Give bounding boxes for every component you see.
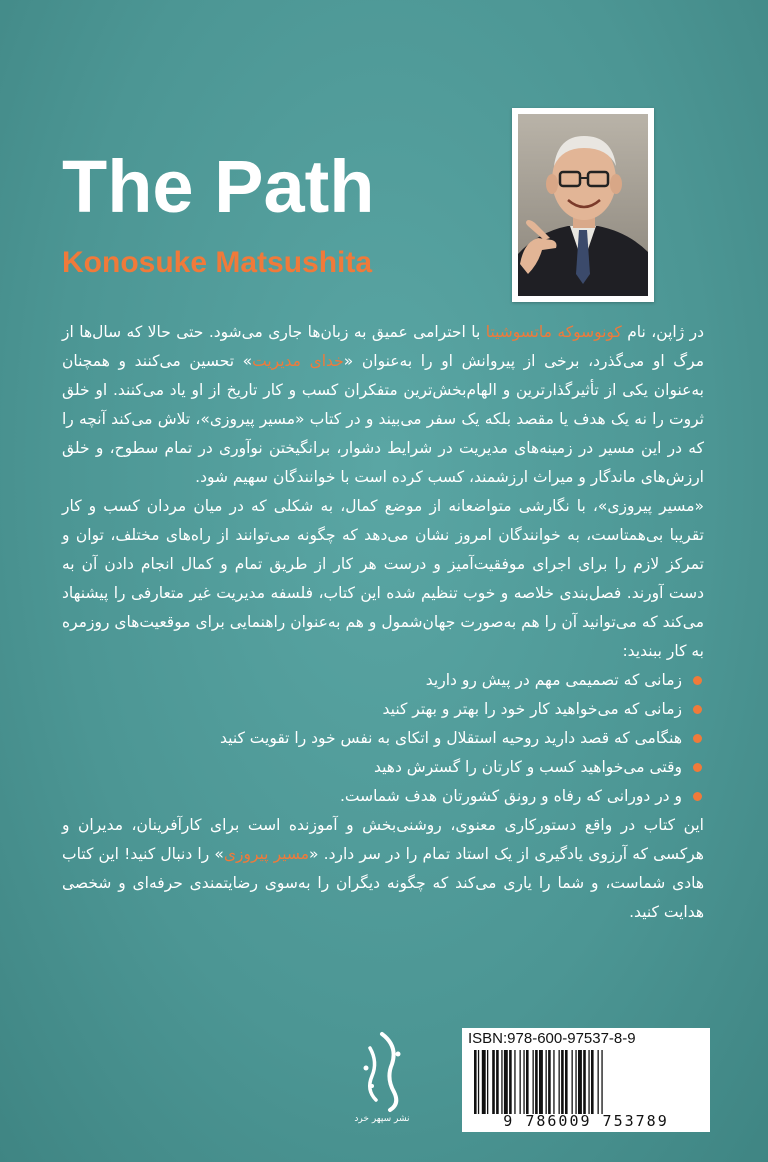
barcode-bar	[533, 1050, 534, 1114]
text-run: » را دنبال کنید! این کتاب هادی شماست، و شما را یاری می‌کند که چگونه دیگران را به‌سوی رضایتمندی حرفه‌ای و شخصی هدایت کنید.	[62, 845, 704, 921]
barcode-bar	[520, 1050, 521, 1114]
author-portrait-image	[518, 114, 648, 296]
barcode-bar	[583, 1050, 586, 1114]
list-item	[62, 695, 704, 724]
barcode-bar	[504, 1050, 508, 1114]
barcode-bar	[601, 1050, 602, 1114]
list-item	[62, 724, 704, 753]
highlight-epithet: خدای مدیریت	[252, 352, 344, 370]
bullet-dot-icon	[693, 763, 702, 772]
barcode-bar	[546, 1050, 547, 1114]
list-item	[62, 753, 704, 782]
publisher-logo-icon	[352, 1028, 412, 1128]
use-cases-list	[62, 666, 704, 811]
barcode-bars	[472, 1050, 700, 1114]
bullet-dot-icon	[693, 676, 702, 685]
description-paragraph-2: «مسیر پیروزی»، با نگارشی متواضعانه از موضع کمال، به شکلی که در میان مردان کسب و کار تقریبا بی‌همتاست، به خوانندگان امروز نشان می‌دهد که چگونه می‌توانند از راه‌های مختلف، توان و تمرکز لازم را برای اجرای موفقیت‌آمیز و درست هر کار از طریق تمام و کمال انجام دادن آن به دست آورند. فصل‌بندی خلاصه و خوب تنظیم شده این کتاب، فلسفه مدیریت غیر متعارفی را پیشنهاد می‌کند که می‌توانید آن را هم به‌صورت جهان‌شمول و هم به‌عنوان راهنمایی برای موقعیت‌های روزمره به کار ببندید:	[62, 497, 704, 660]
barcode-bar	[492, 1050, 495, 1114]
barcode-bar	[578, 1050, 582, 1114]
barcode-digits: 9 786009 753789	[503, 1112, 669, 1130]
barcode-bar	[565, 1050, 568, 1114]
back-cover-description	[62, 318, 704, 927]
text-run: با احترامی عمیق به زبان‌ها جاری می‌شود. حتی حالا که سال‌ها از مرگ او می‌گذرد، برخی از پیروانش او را به‌عنوان «	[62, 323, 704, 370]
barcode-bar	[509, 1050, 512, 1114]
barcode-bar	[588, 1050, 589, 1114]
text-run: » تحسین می‌کنند و همچنان به‌عنوان یکی از تأثیرگذارترین و الهام‌بخش‌ترین متفکران کسب و کار تاریخ از او یاد می‌کنند. او خلق ثروت را نه یک هدف یا مقصد بلکه یک سفر می‌بیند و در کتاب «مسیر پیروزی»، تلاش می‌کند آنچه را که در این مسیر در زمینه‌های مدیریت در شرایط دشوار، برانگیختن نوآوری در تمام سطوح، و خلق ارزش‌های ماندگار و میراث ارزشمند، کسب کرده است با خوانندگان سهیم شود.	[62, 352, 704, 486]
highlight-book-name: مسیر پیروزی	[223, 845, 310, 863]
barcode-bar	[591, 1050, 594, 1114]
text-run: این کتاب در واقع دستورکاری معنوی، روشنی‌بخش و آموزنده است برای کارآفرینان، مدیران و هرکسی که آرزوی یادگیری از یک استاد تمام را در سر دارد. «	[62, 816, 704, 863]
list-item-text: زمانی که تصمیمی مهم در پیش رو دارید	[425, 671, 682, 689]
barcode-bar	[496, 1050, 499, 1114]
list-item	[62, 666, 704, 695]
barcode-bar	[539, 1050, 543, 1114]
description-paragraph-1	[62, 318, 704, 492]
barcode-bar	[523, 1050, 524, 1114]
publisher-caption: نشر سپهر خرد	[354, 1114, 410, 1124]
barcode-bar	[572, 1050, 573, 1114]
barcode-bar	[561, 1050, 564, 1114]
book-title: The Path	[62, 145, 375, 228]
barcode-bar	[559, 1050, 560, 1114]
list-item	[62, 782, 704, 811]
barcode-bar	[474, 1050, 477, 1114]
text-run: در ژاپن، نام	[621, 323, 704, 341]
barcode-bar	[501, 1050, 502, 1114]
barcode-bar	[553, 1050, 554, 1114]
isbn-number: ISBN:978-600-97537-8-9	[468, 1030, 636, 1047]
barcode-label	[462, 1028, 710, 1132]
highlight-author-name: کونوسوکه ماتسوشیتا	[485, 323, 622, 341]
barcode-bar	[598, 1050, 599, 1114]
barcode-bar	[514, 1050, 515, 1114]
list-item-text: وقتی می‌خواهید کسب و کارتان را گسترش دهید	[373, 758, 682, 776]
bullet-dot-icon	[693, 792, 702, 801]
barcode-bar	[548, 1050, 551, 1114]
author-photo	[512, 108, 654, 302]
barcode-bar	[535, 1050, 538, 1114]
list-item-text: و در دورانی که رفاه و رونق کشورتان هدف شماست.	[339, 787, 682, 805]
list-item-text: زمانی که می‌خواهید کار خود را بهتر و بهتر کنید	[382, 700, 682, 718]
barcode-bar	[482, 1050, 486, 1114]
list-item-text: هنگامی که قصد دارید روحیه استقلال و اتکای به نفس خود را تقویت کنید	[220, 729, 682, 747]
book-author: Konosuke Matsushita	[62, 246, 373, 279]
bullet-dot-icon	[693, 734, 702, 743]
barcode-bar	[526, 1050, 529, 1114]
barcode-bar	[575, 1050, 576, 1114]
description-paragraph-3	[62, 811, 704, 927]
barcode-bar	[478, 1050, 479, 1114]
bullet-dot-icon	[693, 705, 702, 714]
barcode-bar	[487, 1050, 488, 1114]
publisher-logo	[352, 1028, 412, 1128]
